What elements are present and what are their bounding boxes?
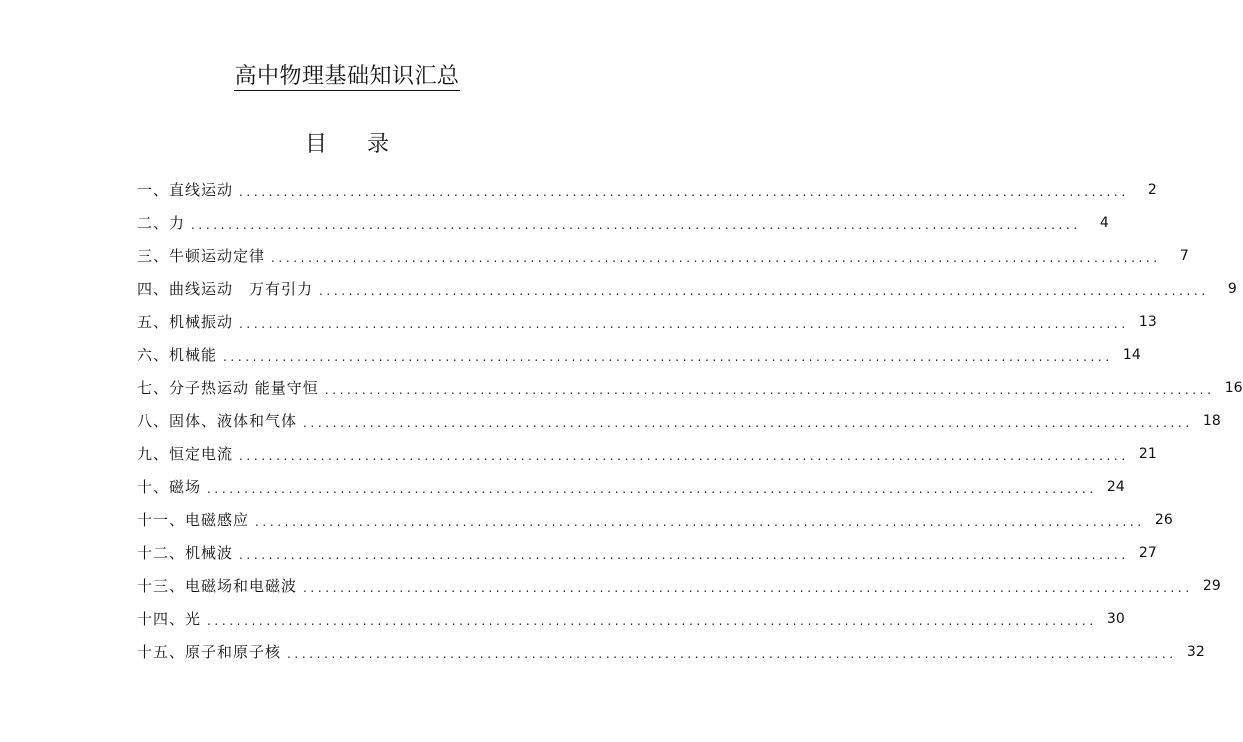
toc-entry-label: 四、曲线运动 万有引力 [137,279,314,298]
toc-entry-page: 29 [1202,577,1221,594]
toc-entry-label: 五、机械振动 [137,312,234,331]
toc-entry-page: 32 [1186,643,1205,660]
toc-entry-2[interactable] [137,206,1109,239]
toc-entry-label: 二、力 [137,213,186,232]
toc-leader-dots: ........................................................................................................................ [287,646,1177,661]
toc-leader-dots: ........................................................................................................................ [223,349,1113,364]
toc-entry-label: 十四、光 [137,609,202,628]
toc-entry-8[interactable] [137,404,1221,437]
toc-entry-label: 十一、电磁感应 [137,510,250,529]
toc-entry-page: 27 [1138,544,1157,561]
toc-entry-page: 26 [1154,511,1173,528]
document-title [0,62,694,92]
toc-leader-dots: ........................................................................................................................ [239,316,1129,331]
toc-entry-page: 21 [1138,445,1157,462]
toc-entry-page: 9 [1227,280,1237,297]
toc-entry-page: 24 [1106,478,1125,495]
toc-heading: 目录 [304,132,429,157]
toc-entry-7[interactable] [137,371,1243,404]
toc-leader-dots: ........................................................................................................................ [324,382,1215,397]
toc-entry-label: 十、磁场 [137,477,202,496]
toc-leader-dots: ........................................................................................................................ [303,580,1193,595]
toc-entry-1[interactable] [137,173,1157,206]
toc-entry-label: 六、机械能 [137,345,218,364]
document-title-text: 高中物理基础知识汇总 [234,64,460,89]
toc-leader-dots: ........................................................................................................................ [207,613,1097,628]
toc-leader-dots: ........................................................................................................................ [239,184,1129,199]
toc-entry-label: 七、分子热运动 能量守恒 [137,378,319,397]
toc-leader-dots: ........................................................................................................................ [239,448,1129,463]
toc-entry-9[interactable] [137,437,1157,470]
toc-entry-page: 7 [1179,247,1189,264]
toc-leader-dots: ........................................................................................................................ [239,547,1129,562]
toc-entry-page: 13 [1138,313,1157,330]
toc-entry-page: 30 [1106,610,1125,627]
toc-entry-3[interactable] [137,239,1189,272]
toc-leader-dots: ........................................................................................................................ [271,250,1161,265]
toc-entry-12[interactable] [137,536,1157,569]
toc-entry-4[interactable] [137,272,1237,305]
toc-leader-dots: ........................................................................................................................ [191,217,1081,232]
toc-entry-14[interactable] [137,602,1125,635]
toc-leader-dots: ........................................................................................................................ [255,514,1145,529]
toc-leader-dots: ........................................................................................................................ [319,283,1209,298]
table-of-contents [137,173,1243,668]
toc-entry-15[interactable] [137,635,1205,668]
toc-entry-page: 18 [1202,412,1221,429]
toc-entry-13[interactable] [137,569,1221,602]
toc-entry-10[interactable] [137,470,1125,503]
toc-entry-page: 4 [1099,214,1109,231]
toc-leader-dots: ........................................................................................................................ [303,415,1193,430]
toc-entry-11[interactable] [137,503,1173,536]
toc-entry-label: 八、固体、液体和气体 [137,411,298,430]
toc-entry-page: 16 [1224,379,1243,396]
toc-entry-6[interactable] [137,338,1141,371]
toc-entry-label: 九、恒定电流 [137,444,234,463]
toc-entry-label: 三、牛顿运动定律 [137,246,266,265]
toc-entry-5[interactable] [137,305,1157,338]
toc-entry-label: 一、直线运动 [137,180,234,199]
toc-entry-page: 14 [1122,346,1141,363]
toc-entry-label: 十五、原子和原子核 [137,642,282,661]
toc-entry-label: 十二、机械波 [137,543,234,562]
toc-entry-page: 2 [1147,181,1157,198]
toc-entry-label: 十三、电磁场和电磁波 [137,576,298,595]
toc-leader-dots: ........................................................................................................................ [207,481,1097,496]
